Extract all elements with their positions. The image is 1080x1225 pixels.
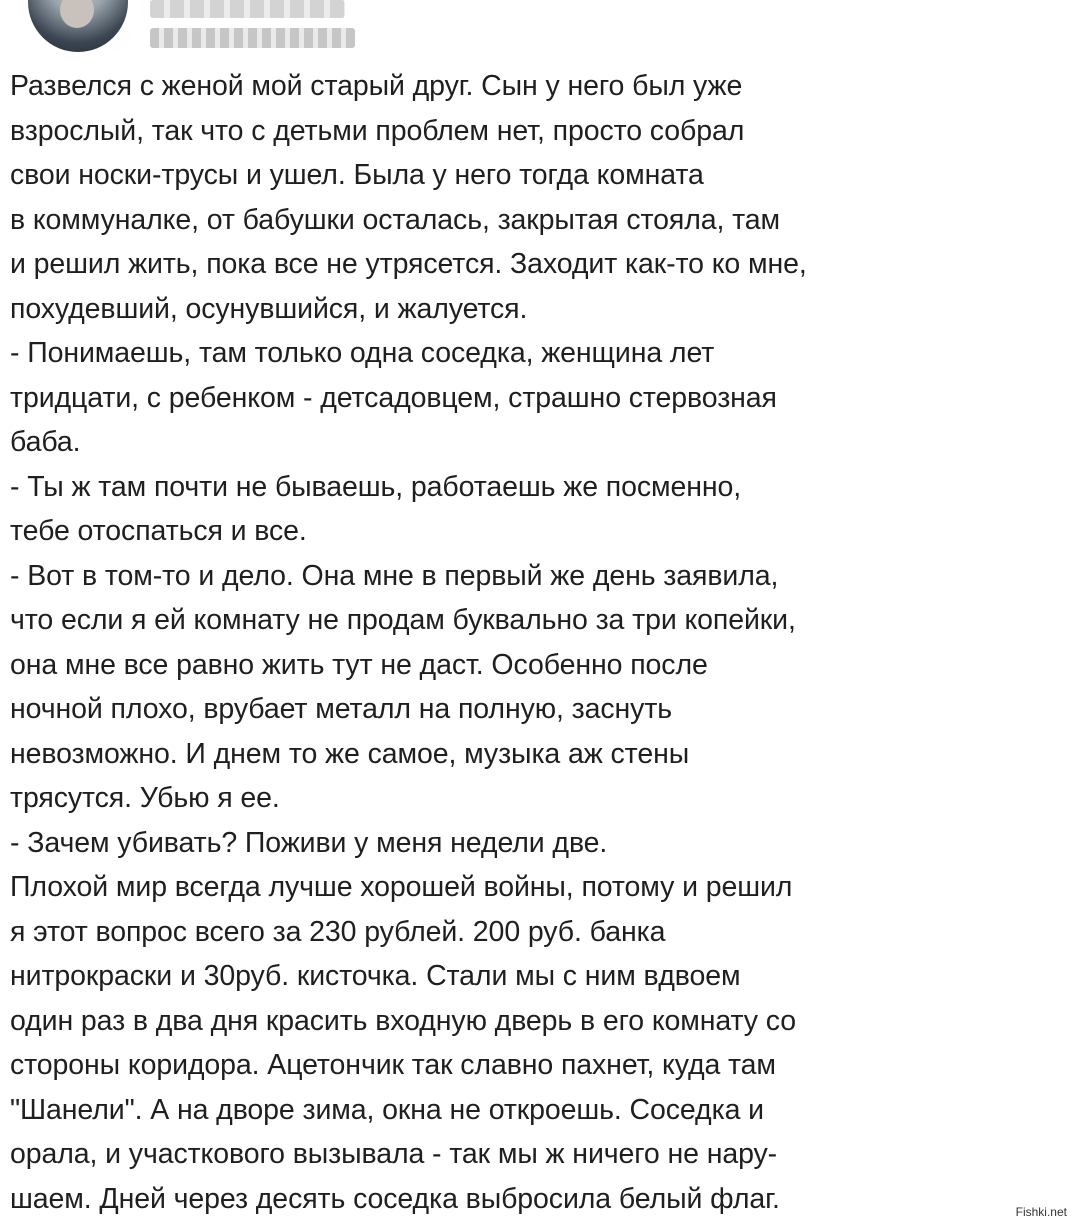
post-text-line: шаем. Дней через десять соседка выбросила белый флаг. — [10, 1182, 780, 1215]
post-text-line: она мне все равно жить тут не даст. Особенно после — [10, 648, 708, 681]
post-text-line: свои носки-трусы и ушел. Была у него тогда комната — [10, 159, 704, 191]
post-text-line: невозможно. И днем то же самое, музыка аж стены — [10, 737, 690, 770]
post-text-line: в коммуналке, от бабушки осталась, закрытая стояла, там — [10, 203, 780, 236]
post-text-line: я этот вопрос всего за 230 рублей. 200 руб. банка — [10, 915, 666, 948]
post-text-line: трясутся. Убью я ее. — [10, 782, 280, 814]
post-text-line: баба. — [10, 426, 81, 458]
post-text-line: что если я ей комнату не продам буквально за три копейки, — [10, 604, 796, 636]
author-name-blurred[interactable] — [150, 0, 345, 18]
post-text-line: тридцати, с ребенком - детсадовцем, страшно стервозная — [10, 381, 777, 414]
post-text-line: стороны коридора. Ацетончик так славно пахнет, куда там — [10, 1049, 776, 1081]
avatar-face — [60, 0, 94, 28]
post-text-line: и решил жить, пока все не утрясется. Заходит как-то ко мне, — [10, 248, 807, 280]
post-text-line: Плохой мир всегда лучше хорошей войны, потому и решил — [10, 871, 793, 903]
post-text-line: орала, и участкового вызывала - так мы ж ничего не нару- — [10, 1138, 778, 1170]
post-text-line: Развелся с женой мой старый друг. Сын у него был уже — [10, 70, 743, 102]
post-text-line: - Понимаешь, там только одна соседка, женщина лет — [10, 337, 715, 369]
post-text-line: "Шанели". А на дворе зима, окна не откроешь. Соседка и — [10, 1093, 764, 1126]
post-text-line: взрослый, так что с детьми проблем нет, просто собрал — [10, 114, 745, 147]
watermark: Fishki.net — [1011, 1203, 1072, 1221]
post-text-line: - Зачем убивать? Поживи у меня недели две. — [10, 826, 608, 859]
post-text-line: похудевший, осунувшийся, и жалуется. — [10, 292, 528, 325]
post-header — [0, 0, 1080, 62]
post-text-line: один раз в два дня красить входную дверь в его комнату со — [10, 1004, 796, 1037]
post-text-line: - Ты ж там почти не бываешь, работаешь же посменно, — [10, 470, 742, 503]
author-meta-blurred — [150, 28, 355, 48]
post-text-line: нитрокраски и 30руб. кисточка. Стали мы с ним вдвоем — [10, 960, 741, 992]
post-text — [10, 64, 1070, 1221]
post-text-line: - Вот в том-то и дело. Она мне в первый же день заявила, — [10, 559, 779, 592]
post-text-line: ночной плохо, врубает металл на полную, заснуть — [10, 693, 673, 725]
post-text-line: тебе отоспаться и все. — [10, 515, 307, 547]
avatar[interactable] — [28, 0, 128, 52]
